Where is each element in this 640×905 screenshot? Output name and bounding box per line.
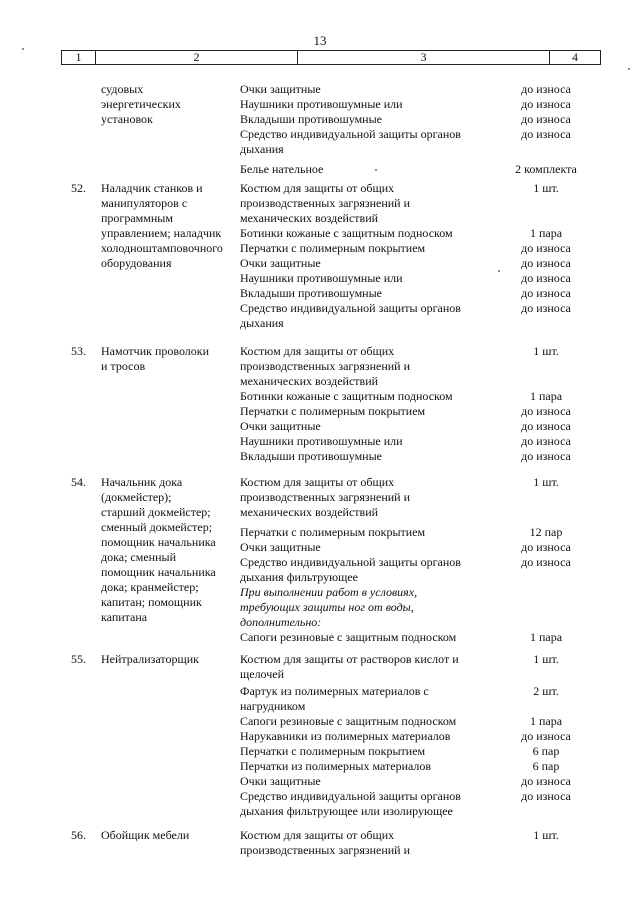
item-text-line: Наушники противошумные или — [240, 97, 403, 111]
scan-speck — [498, 270, 500, 272]
scan-speck — [375, 169, 377, 171]
item-text-line: Ботинки кожаные с защитным подноском — [240, 226, 453, 240]
item-text-line: Фартук из полимерных материалов с — [240, 684, 429, 698]
row-title-line: Начальник дока — [101, 475, 183, 489]
item-quantity: до износа — [521, 789, 571, 803]
item-quantity: до износа — [521, 301, 571, 315]
item-quantity: до износа — [521, 112, 571, 126]
row-title-line: манипуляторов с — [101, 196, 188, 210]
row-number: 56. — [71, 828, 86, 842]
item-text-line: Наушники противошумные или — [240, 271, 403, 285]
row-title-line: помощник начальника — [101, 565, 216, 579]
item-text-line: Перчатки с полимерным покрытием — [240, 744, 426, 758]
row-title-line: Обойщик мебели — [101, 828, 190, 842]
item-quantity: 1 шт. — [533, 652, 559, 666]
row-number: 54. — [71, 475, 86, 489]
item-quantity: 2 шт. — [533, 684, 559, 698]
row-number: 55. — [71, 652, 86, 666]
item-text-line: механических воздействий — [240, 505, 379, 519]
item-quantity: до износа — [521, 434, 571, 448]
row-title-line: Наладчик станков и — [101, 181, 203, 195]
item-text-line: Средство индивидуальной защиты органов — [240, 555, 461, 569]
row-title-line: Нейтрализаторщик — [101, 652, 199, 666]
item-quantity: 1 пара — [529, 389, 563, 403]
row-title-line: капитана — [101, 610, 148, 624]
row-title-line: программным — [101, 211, 173, 225]
item-text-line: Нарукавники из полимерных материалов — [240, 729, 451, 743]
item-text-line: Костюм для защиты от общих — [240, 828, 395, 842]
scan-speck — [22, 48, 24, 50]
item-text-line: Очки защитные — [240, 540, 321, 554]
row-title-line: энергетических — [101, 97, 181, 111]
item-text-line: дополнительно: — [240, 615, 322, 629]
item-text-line: Вкладыши противошумные — [240, 286, 382, 300]
item-quantity: 1 шт. — [533, 181, 559, 195]
row-title-line: оборудования — [101, 256, 172, 270]
item-text-line: Средство индивидуальной защиты органов — [240, 301, 461, 315]
item-quantity: 6 пар — [532, 744, 560, 758]
header-col-4: 4 — [572, 50, 578, 64]
item-text-line: производственных загрязнений и — [240, 843, 411, 857]
row-title-line: помощник начальника — [101, 535, 216, 549]
row-title-line: управлением; наладчик — [101, 226, 222, 240]
item-quantity: до износа — [521, 555, 571, 569]
row-title-line: дока; кранмейстер; — [101, 580, 199, 594]
item-text-line: Средство индивидуальной защиты органов — [240, 789, 461, 803]
header-col-2: 2 — [96, 51, 298, 64]
item-text-line: При выполнении работ в условиях, — [240, 585, 418, 599]
item-text-line: Костюм для защиты от растворов кислот и — [240, 652, 459, 666]
item-text-line: дыхания — [240, 316, 284, 330]
item-quantity: до износа — [521, 97, 571, 111]
header-col-1: 1 — [62, 51, 96, 64]
scan-speck — [628, 68, 630, 70]
item-quantity: 12 пар — [529, 525, 563, 539]
item-quantity: до износа — [521, 419, 571, 433]
item-text-line: нагрудником — [240, 699, 306, 713]
item-quantity: до износа — [521, 271, 571, 285]
item-quantity: 1 шт. — [533, 344, 559, 358]
page-number: 13 — [313, 33, 327, 48]
row-title-line: старший докмейстер; — [101, 505, 211, 519]
row-title-line: Намотчик проволоки — [101, 344, 210, 358]
item-text-line: Перчатки с полимерным покрытием — [240, 404, 426, 418]
item-quantity: до износа — [521, 127, 571, 141]
item-text-line: производственных загрязнений и — [240, 196, 411, 210]
item-text-line: щелочей — [240, 667, 285, 681]
item-text-line: Средство индивидуальной защиты органов — [240, 127, 461, 141]
item-text-line: дыхания фильтрующее — [240, 570, 358, 584]
item-text-line: Очки защитные — [240, 774, 321, 788]
item-text-line: дыхания — [240, 142, 284, 156]
item-text-line: Костюм для защиты от общих — [240, 344, 395, 358]
row-title-line: установок — [101, 112, 153, 126]
table-header — [61, 50, 601, 65]
item-quantity: 1 пара — [529, 630, 563, 644]
row-title-line: (докмейстер); — [101, 490, 172, 504]
item-quantity: 2 комплекта — [515, 162, 577, 176]
row-number: 53. — [71, 344, 86, 358]
item-text-line: Вкладыши противошумные — [240, 112, 382, 126]
item-text-line: производственных загрязнений и — [240, 490, 411, 504]
item-text-line: Перчатки с полимерным покрытием — [240, 241, 426, 255]
item-quantity: до износа — [521, 256, 571, 270]
header-col-3: 3 — [298, 51, 550, 64]
item-quantity: до износа — [521, 449, 571, 463]
item-text-line: Наушники противошумные или — [240, 434, 403, 448]
item-text-line: механических воздействий — [240, 211, 379, 225]
item-text-line: производственных загрязнений и — [240, 359, 411, 373]
item-text-line: требующих защиты ног от воды, — [240, 600, 414, 614]
item-quantity: 6 пар — [532, 759, 560, 773]
row-title-line: сменный докмейстер; — [101, 520, 213, 534]
item-text-line: Вкладыши противошумные — [240, 449, 382, 463]
item-quantity: до износа — [521, 286, 571, 300]
row-number: 52. — [71, 181, 86, 195]
item-text-line: Перчатки из полимерных материалов — [240, 759, 432, 773]
item-quantity: до износа — [521, 241, 571, 255]
item-text-line: Очки защитные — [240, 419, 321, 433]
item-text-line: Перчатки с полимерным покрытием — [240, 525, 426, 539]
row-title-line: дока; сменный — [101, 550, 176, 564]
item-quantity: до износа — [521, 774, 571, 788]
item-quantity: до износа — [521, 404, 571, 418]
row-title-line: холодноштамповочного — [101, 241, 223, 255]
item-text-line: Сапоги резиновые с защитным подноском — [240, 714, 457, 728]
item-text-line: Очки защитные — [240, 256, 321, 270]
item-text-line: Костюм для защиты от общих — [240, 475, 395, 489]
item-quantity: до износа — [521, 82, 571, 96]
item-quantity: 1 шт. — [533, 828, 559, 842]
item-text-line: Костюм для защиты от общих — [240, 181, 395, 195]
item-quantity: 1 пара — [529, 226, 563, 240]
item-text-line: Белье нательное — [240, 162, 324, 176]
item-text-line: Сапоги резиновые с защитным подноском — [240, 630, 457, 644]
item-quantity: до износа — [521, 540, 571, 554]
item-quantity: 1 шт. — [533, 475, 559, 489]
item-quantity: 1 пара — [529, 714, 563, 728]
row-title-line: капитан; помощник — [101, 595, 202, 609]
item-text-line: Очки защитные — [240, 82, 321, 96]
item-text-line: Ботинки кожаные с защитным подноском — [240, 389, 453, 403]
item-text-line: механических воздействий — [240, 374, 379, 388]
row-title-line: судовых — [101, 82, 144, 96]
item-quantity: до износа — [521, 729, 571, 743]
item-text-line: дыхания фильтрующее или изолирующее — [240, 804, 453, 818]
row-title-line: и тросов — [101, 359, 146, 373]
